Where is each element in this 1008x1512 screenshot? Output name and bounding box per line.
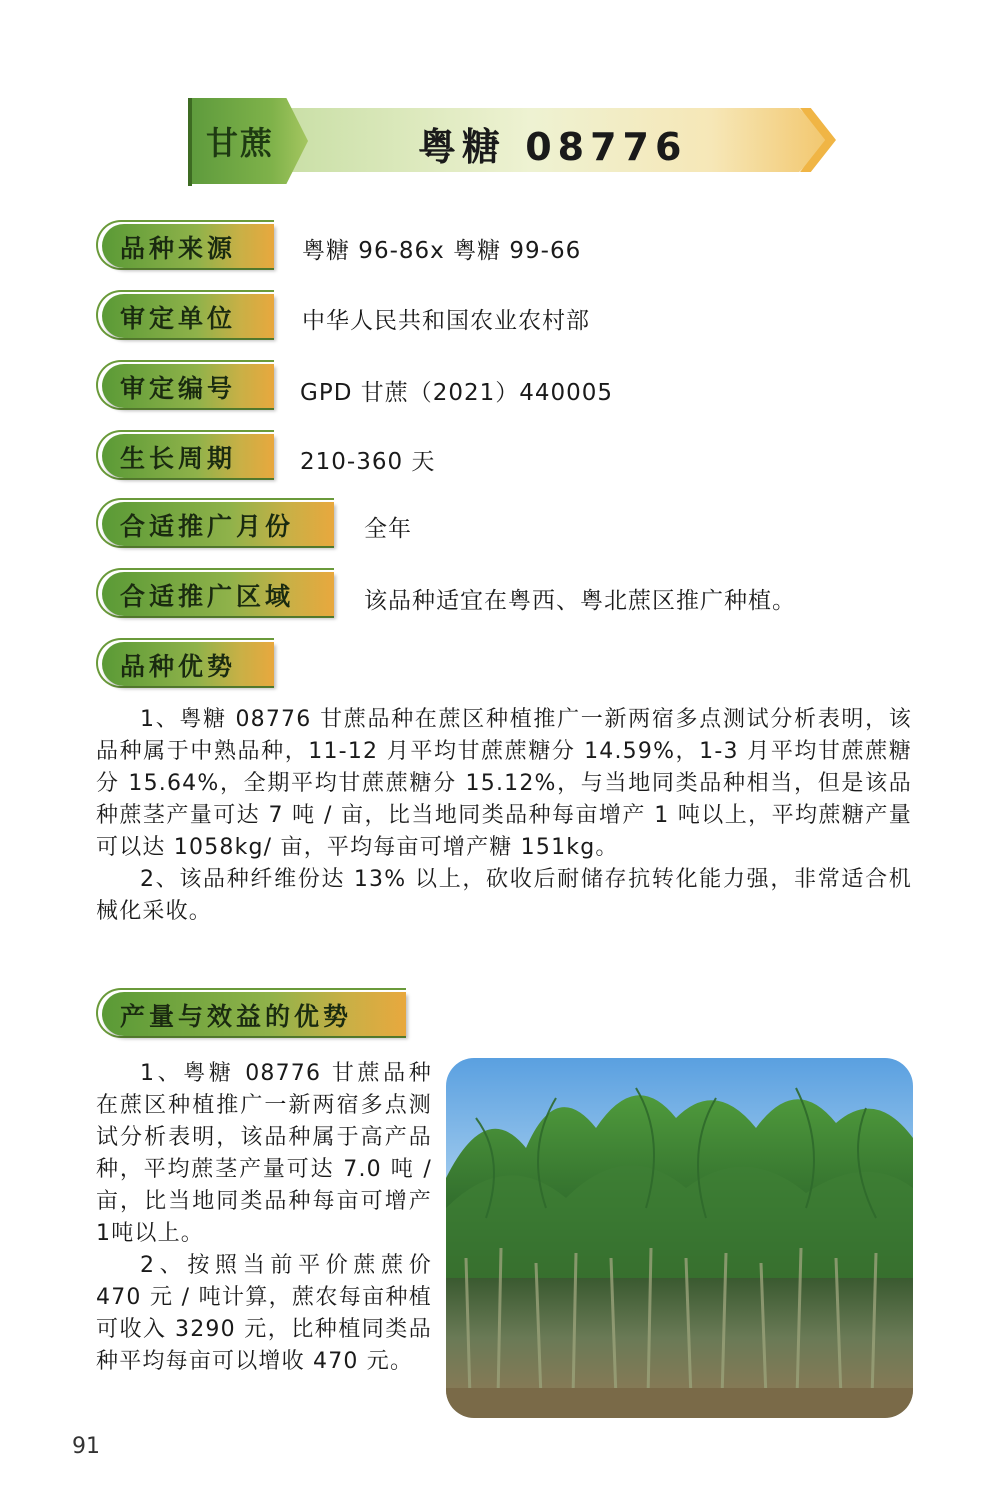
page-title: 粤糖 08776 [418, 125, 688, 169]
field-label: 合适推广月份 [120, 512, 295, 541]
paragraph: 2、该品种纤维份达 13% 以上，砍收后耐储存抗转化能力强，非常适合机械化采收。 [96, 867, 912, 924]
label-pill-months [96, 498, 334, 548]
sugarcane-field-image [446, 1058, 913, 1418]
banner-edge [188, 98, 192, 186]
paragraph: 2、按照当前平价蔗蔗价 470 元 / 吨计算，蔗农每亩种植可收入 3290 元，比种植同类品种平均每亩可以增收 470 元。 [96, 1253, 432, 1374]
banner-category: 甘蔗 [206, 124, 275, 162]
label-pill-approval-number [96, 360, 274, 410]
advantages-text [96, 704, 912, 928]
section-heading: 品种优势 [120, 652, 237, 681]
label-pill-growth-cycle [96, 430, 274, 480]
field-value-approval-number: GPD 甘蔗（2021）440005 [300, 380, 614, 406]
field-label: 品种来源 [120, 234, 237, 263]
field-label: 审定编号 [120, 374, 237, 403]
title-banner [188, 98, 838, 186]
page-number: 91 [72, 1434, 100, 1459]
paragraph: 1、粤糖 08776 甘蔗品种在蔗区种植推广一新两宿多点测试分析表明，该品种属于高产品种，平均蔗茎产量可达 7.0 吨 / 亩，比当地同类品种每亩可增产1吨以上。 [96, 1061, 432, 1246]
sugarcane-photo [446, 1058, 913, 1418]
label-pill-source [96, 220, 274, 270]
label-pill-yield [96, 988, 406, 1038]
yield-text [96, 1058, 432, 1378]
field-value-growth-cycle: 210-360 天 [300, 449, 436, 475]
field-value-source: 粤糖 96-86x 粤糖 99-66 [302, 238, 582, 264]
field-label: 合适推广区域 [120, 582, 295, 611]
field-label: 生长周期 [120, 444, 237, 473]
paragraph: 1、粤糖 08776 甘蔗品种在蔗区种植推广一新两宿多点测试分析表明，该品种属于中熟品种，11-12 月平均甘蔗蔗糖分 14.59%，1-3 月平均甘蔗蔗糖分 15.64%，全期平均甘蔗蔗糖分 15.12%，与当地同类品种相当，但是该品种蔗茎产量可达 7 吨 / 亩，比当地同类品种每亩增产 1 吨以上，平均蔗糖产量可以达 1058kg/ 亩，平均每亩可增产糖 151kg。 [96, 707, 912, 860]
field-value-region: 该品种适宜在粤西、粤北蔗区推广种植。 [364, 588, 796, 614]
label-pill-region [96, 568, 334, 618]
section-heading: 产量与效益的优势 [120, 1002, 353, 1031]
label-pill-advantages [96, 638, 274, 688]
field-value-months: 全年 [364, 516, 412, 542]
field-value-approval-unit: 中华人民共和国农业农村部 [302, 308, 590, 334]
field-label: 审定单位 [120, 304, 237, 333]
label-pill-approval-unit [96, 290, 274, 340]
